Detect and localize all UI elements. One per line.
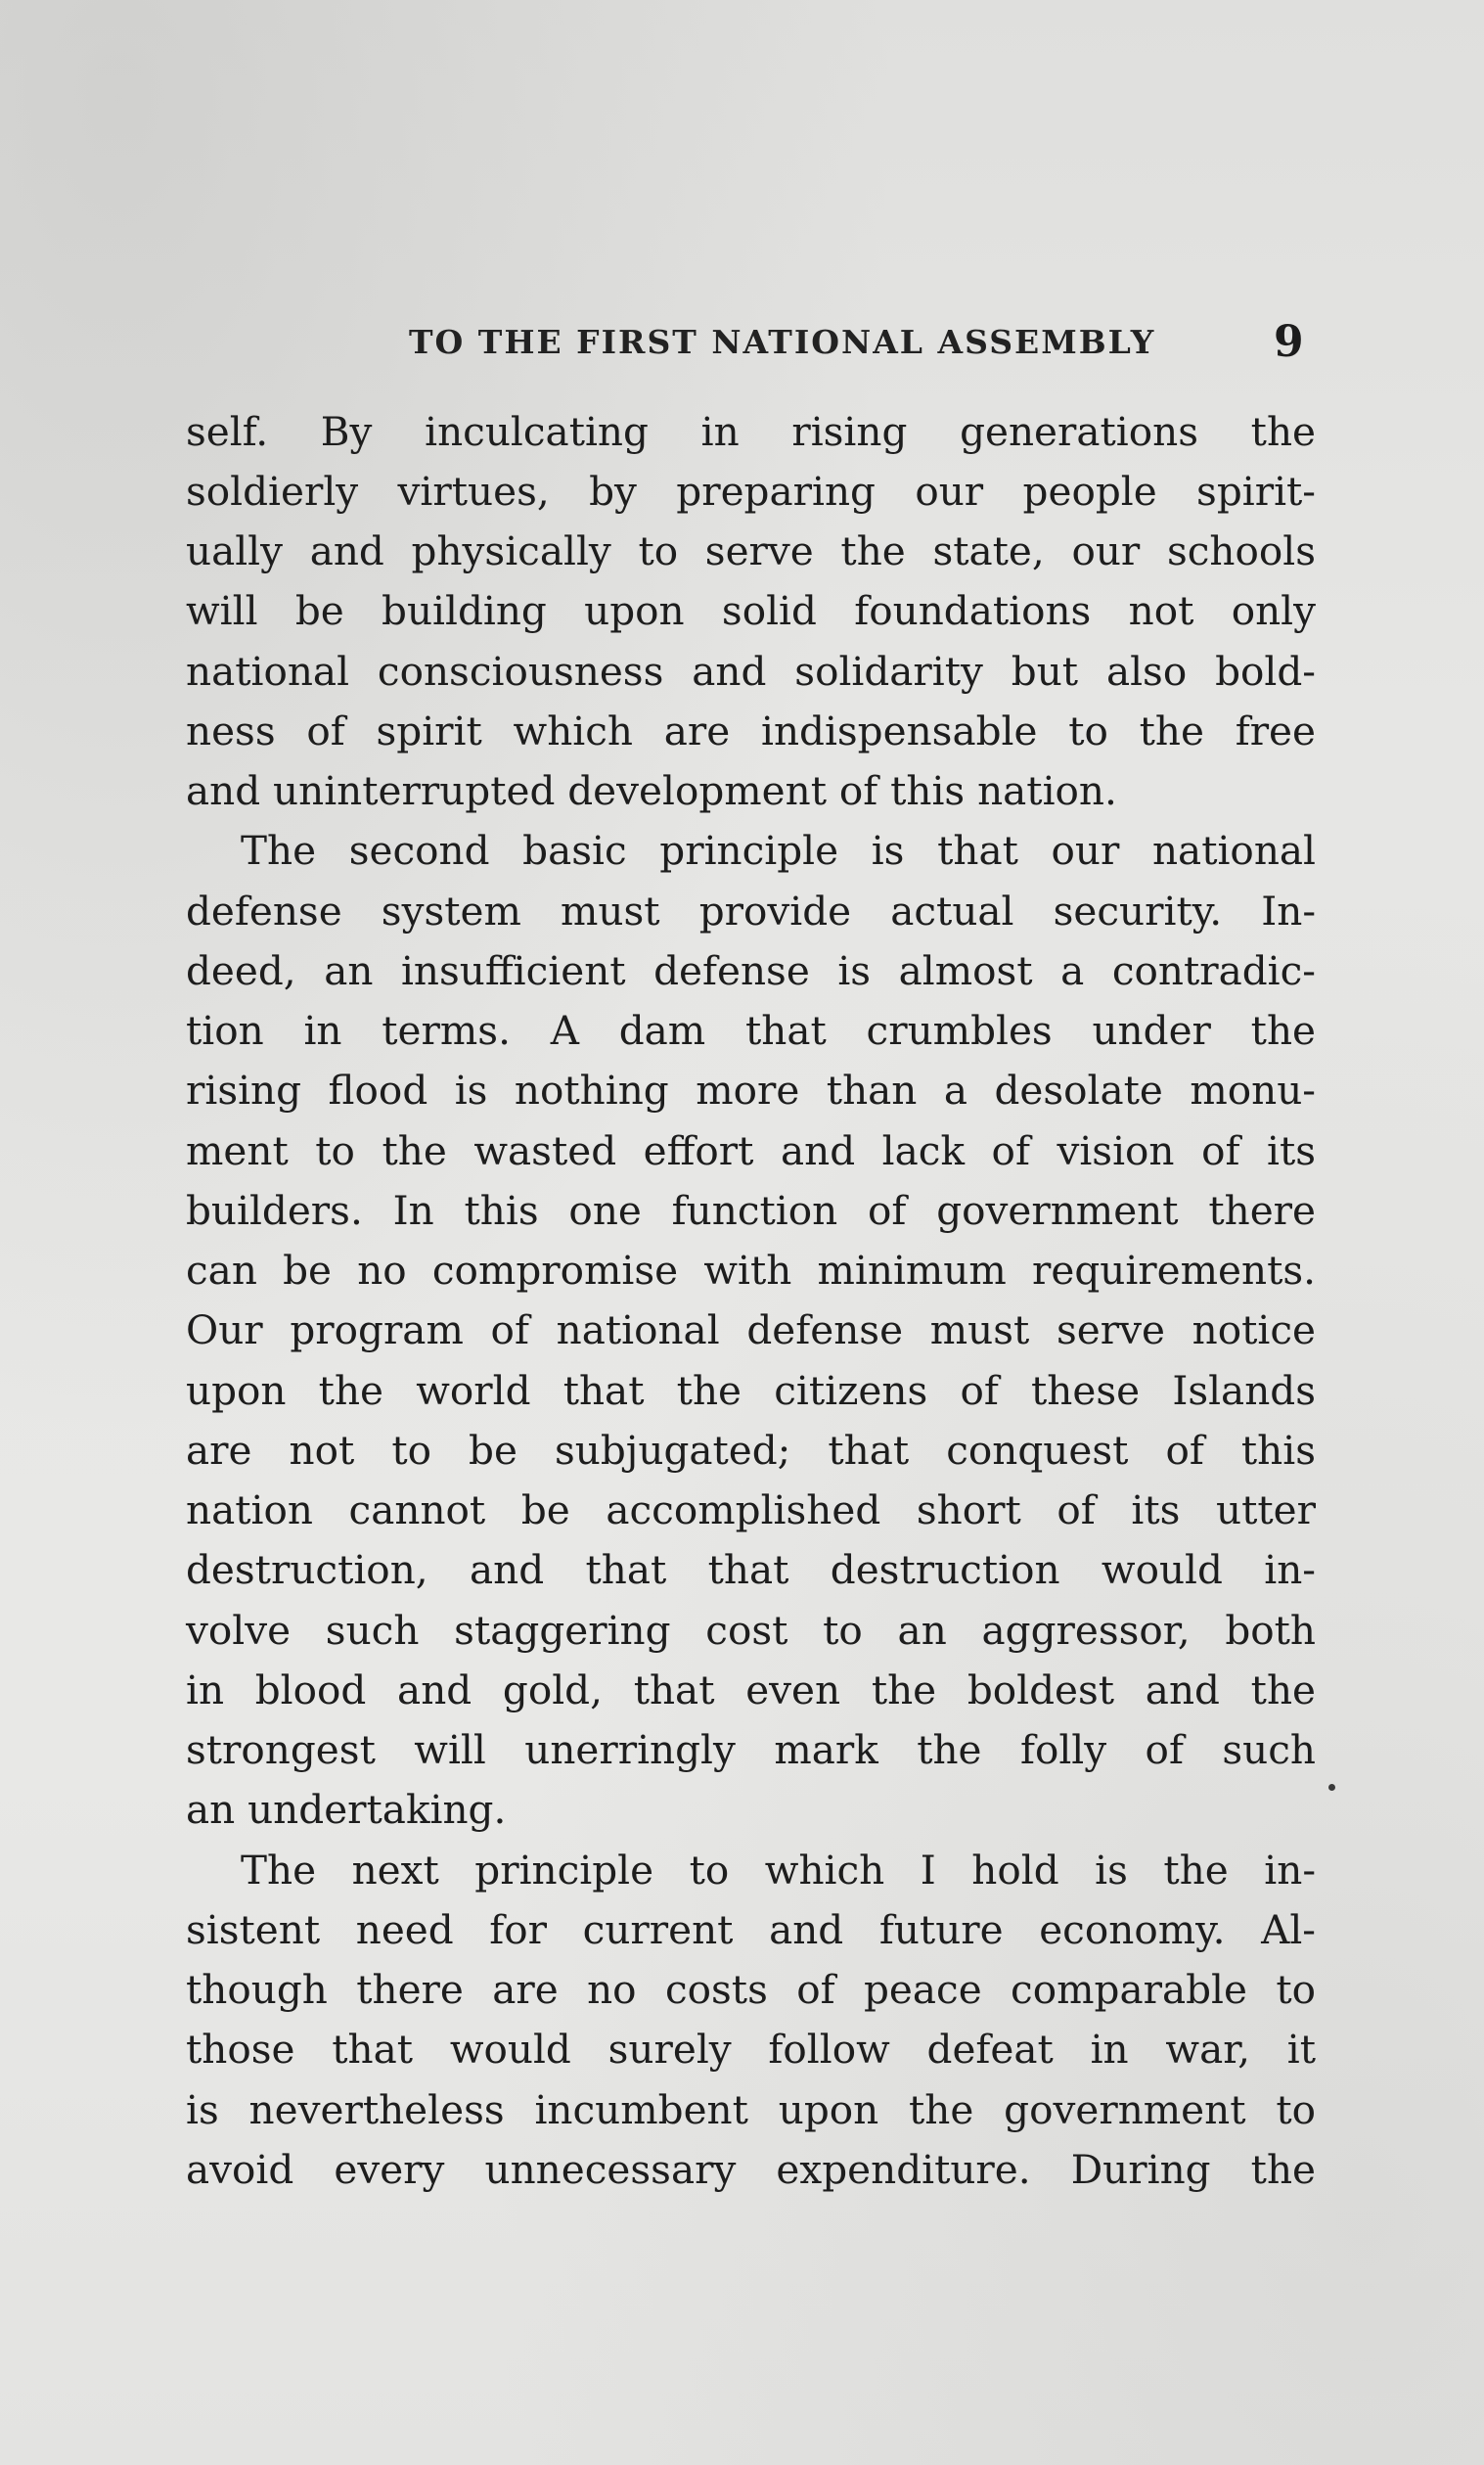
- text-line: is nevertheless incumbent upon the government to: [186, 2086, 1316, 2133]
- text-line: in blood and gold, that even the boldest and the: [186, 1666, 1316, 1713]
- text-line: an undertaking.: [186, 1786, 507, 1833]
- text-line: are not to be subjugated; that conquest of this: [186, 1427, 1316, 1474]
- text-line: national consciousness and solidarity but also bold-: [186, 648, 1316, 695]
- text-line: sistent need for current and future economy. Al-: [186, 1906, 1316, 1953]
- text-line: self. By inculcating in rising generations the: [186, 408, 1316, 455]
- ink-speck: [1328, 1784, 1335, 1791]
- text-line: deed, an insufficient defense is almost a contradic-: [186, 947, 1316, 994]
- text-line: can be no compromise with minimum requirements.: [186, 1247, 1316, 1294]
- text-line: though there are no costs of peace comparable to: [186, 1966, 1316, 2013]
- text-line: destruction, and that that destruction would in-: [186, 1546, 1316, 1593]
- text-line: those that would surely follow defeat in war, it: [186, 2026, 1316, 2073]
- text-line: defense system must provide actual security. In-: [186, 888, 1316, 935]
- text-line: avoid every unnecessary expenditure. During the: [186, 2146, 1316, 2193]
- text-line: tion in terms. A dam that crumbles under the: [186, 1007, 1316, 1054]
- text-line: The next principle to which I hold is the in-: [241, 1847, 1316, 1894]
- text-line: The second basic principle is that our national: [241, 827, 1316, 874]
- text-line: volve such staggering cost to an aggressor, both: [186, 1607, 1316, 1654]
- text-line: builders. In this one function of government there: [186, 1187, 1316, 1234]
- text-line: Our program of national defense must serve notice: [186, 1306, 1316, 1353]
- text-line: upon the world that the citizens of these Islands: [186, 1367, 1316, 1414]
- page-number: 9: [1274, 317, 1304, 367]
- text-line: ually and physically to serve the state, our schools: [186, 527, 1316, 574]
- text-line: rising flood is nothing more than a desolate monu-: [186, 1067, 1316, 1114]
- text-line: and uninterrupted development of this nation.: [186, 767, 1117, 814]
- text-line: ness of spirit which are indispensable to the free: [186, 708, 1316, 754]
- running-head: TO THE FIRST NATIONAL ASSEMBLY: [409, 323, 1156, 361]
- text-line: nation cannot be accomplished short of its utter: [186, 1486, 1316, 1533]
- text-line: strongest will unerringly mark the folly of such: [186, 1726, 1316, 1773]
- text-line: soldierly virtues, by preparing our people spirit-: [186, 468, 1316, 515]
- text-line: ment to the wasted effort and lack of vision of its: [186, 1127, 1316, 1174]
- text-line: will be building upon solid foundations not only: [186, 587, 1316, 634]
